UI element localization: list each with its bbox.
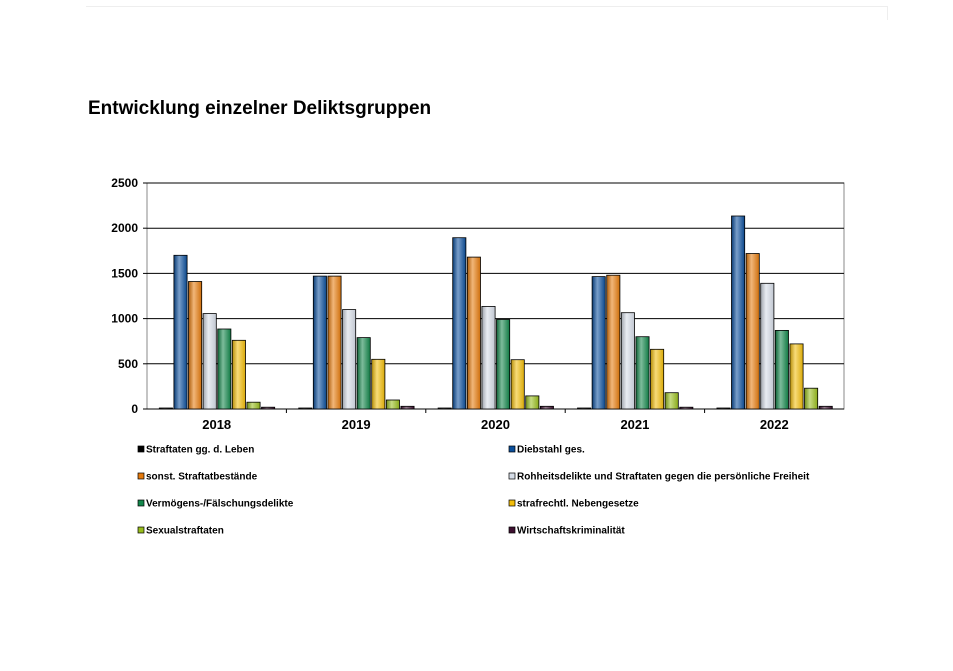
bar	[717, 408, 730, 409]
y-tick-label: 500	[117, 356, 138, 371]
page-title: Entwicklung einzelner Deliktsgruppen	[88, 98, 432, 119]
bar	[401, 406, 414, 409]
bar	[203, 314, 216, 409]
legend-swatch	[138, 473, 144, 479]
bar	[578, 408, 591, 409]
bar	[680, 407, 693, 409]
x-tick-label: 2022	[759, 417, 789, 432]
x-tick-label: 2020	[481, 417, 510, 432]
bar	[621, 313, 634, 409]
bar	[761, 283, 774, 409]
legend-label: Sexualstraftaten	[146, 525, 224, 537]
bar	[386, 400, 399, 409]
bar	[607, 275, 620, 409]
bar	[805, 388, 818, 409]
bar	[526, 396, 539, 409]
legend-label: strafrechtl. Nebengesetze	[517, 498, 639, 510]
x-tick-label: 2019	[341, 417, 371, 432]
legend-swatch	[509, 500, 515, 506]
bar	[262, 407, 275, 409]
x-tick-label: 2018	[202, 417, 232, 432]
bar	[651, 349, 664, 409]
bar	[665, 393, 678, 409]
legend-label: Wirtschaftskriminalität	[517, 525, 625, 537]
y-tick-label: 2500	[111, 176, 138, 190]
bar	[497, 320, 510, 410]
bar	[218, 329, 231, 409]
bar	[247, 402, 260, 409]
bar	[482, 306, 495, 409]
bar	[313, 276, 326, 409]
bar	[328, 276, 341, 409]
legend-swatch	[509, 527, 515, 533]
bar	[636, 337, 649, 409]
legend-swatch	[138, 446, 144, 452]
bar	[438, 408, 451, 409]
bar	[159, 408, 172, 409]
bar	[790, 344, 803, 409]
bar	[189, 282, 202, 410]
bar	[372, 359, 385, 409]
y-tick-label: 0	[131, 402, 138, 416]
legend-swatch	[509, 446, 515, 452]
bar	[453, 238, 466, 409]
bar	[819, 406, 832, 409]
x-tick-label: 2021	[620, 417, 650, 432]
legend-label: Rohheitsdelikte und Straftaten gegen die persönliche Freiheit	[517, 471, 810, 483]
legend-label: Straftaten gg. d. Leben	[146, 444, 255, 456]
legend-swatch	[509, 473, 515, 479]
y-tick-label: 2000	[111, 221, 138, 236]
legend-swatch	[138, 527, 144, 533]
bar	[343, 310, 356, 409]
bar	[540, 406, 553, 409]
legend-label: Vermögens-/Fälschungsdelikte	[146, 498, 294, 510]
bar	[299, 408, 312, 409]
legend-label: Diebstahl ges.	[517, 444, 585, 456]
bar	[775, 330, 788, 409]
bar	[232, 340, 245, 409]
bar	[592, 277, 605, 409]
bar	[732, 216, 745, 409]
bar	[467, 257, 480, 409]
y-tick-label: 1500	[111, 266, 138, 281]
legend-swatch	[138, 500, 144, 506]
legend-label: sonst. Straftatbestände	[146, 471, 258, 483]
bar	[174, 255, 187, 409]
bar	[511, 360, 524, 409]
y-tick-label: 1000	[111, 311, 138, 326]
bar	[746, 254, 759, 410]
bar	[357, 338, 370, 409]
